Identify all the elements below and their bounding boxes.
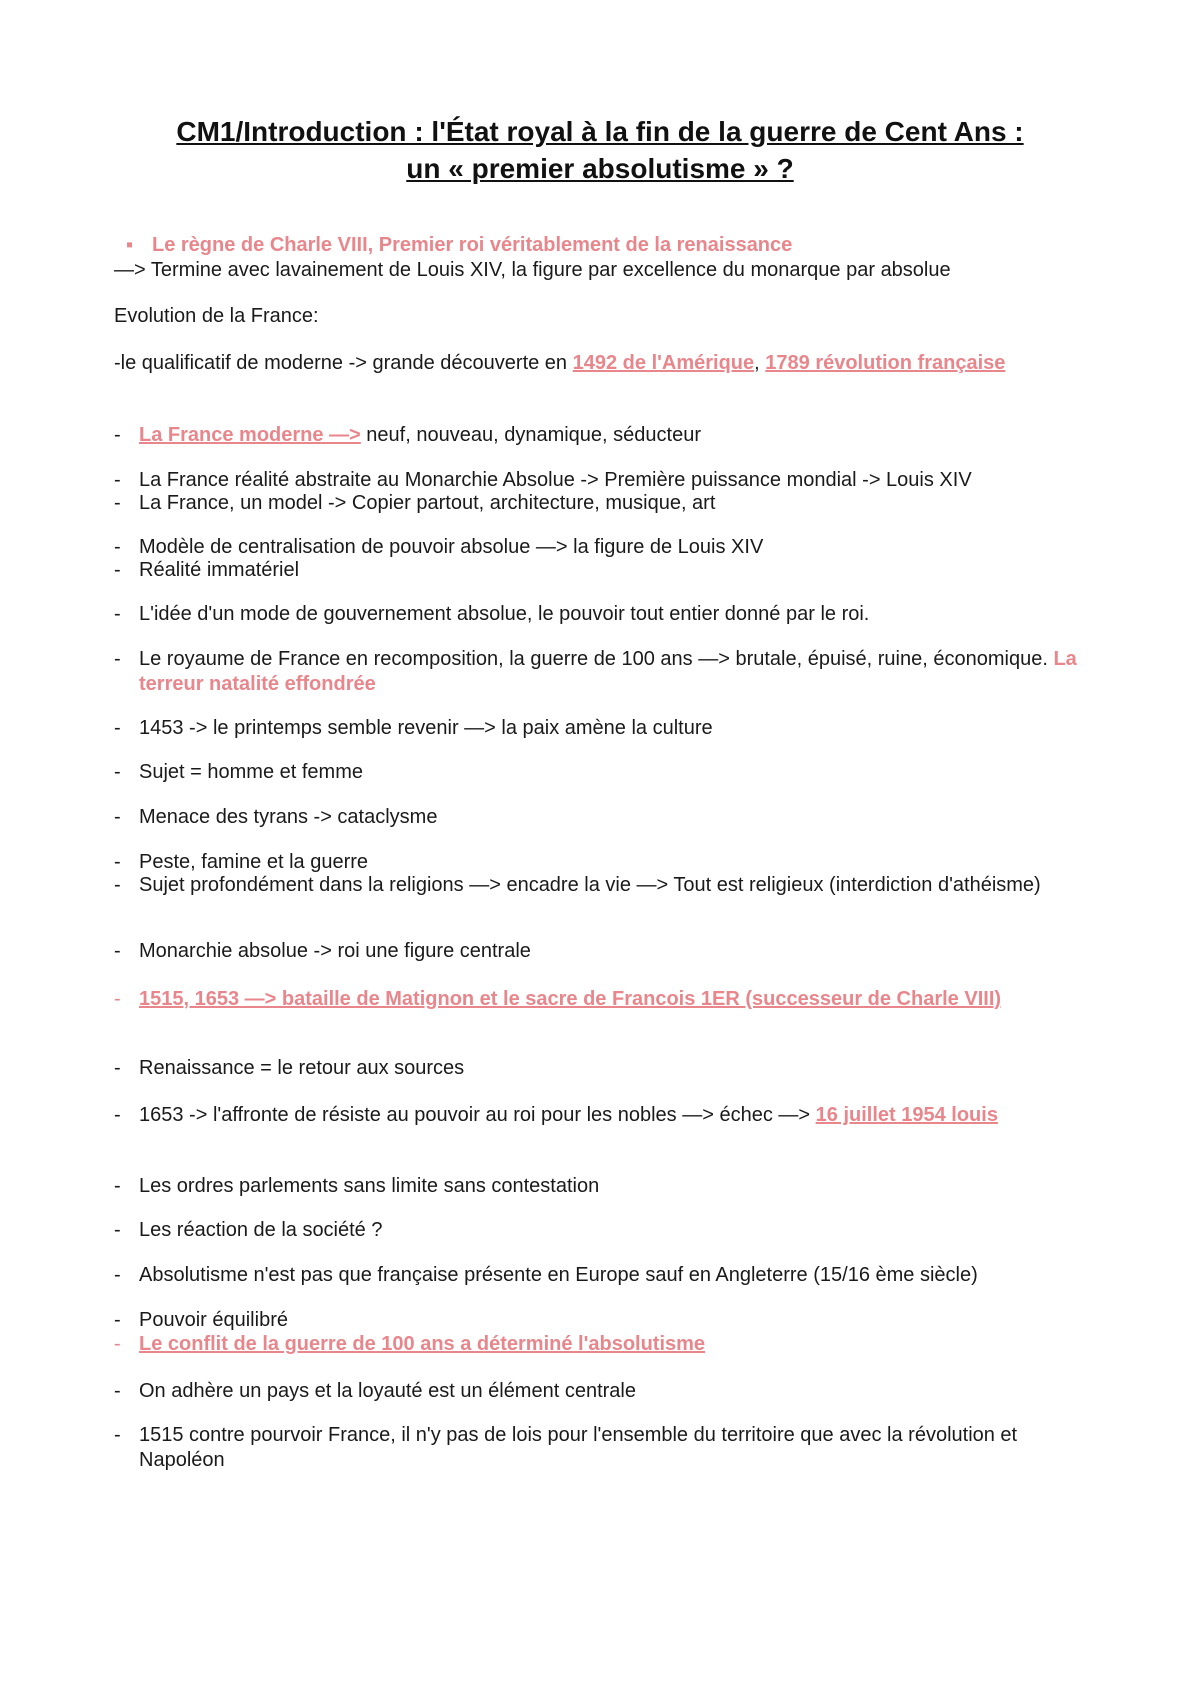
list-item: - 1515 contre pourvoir France, il n'y pas de lois pour l'ensemble du territoire que avec la révolution et Napoléon xyxy=(114,1424,1018,1471)
list-item: - La France réalité abstraite au Monarchie Absolue -> Première puissance mondial -> Louis XIV xyxy=(114,469,972,491)
list-item: - La France moderne —> neuf, nouveau, dynamique, séducteur xyxy=(114,424,701,446)
link-1789[interactable]: 1789 révolution française xyxy=(765,352,1006,374)
list-item: - Sujet profondément dans la religions —> encadre la vie —> Tout est religieux (interdiction d'athéisme) xyxy=(114,874,1041,896)
list-item: - On adhère un pays et la loyauté est un élément centrale xyxy=(114,1380,636,1402)
list-item: - Les ordres parlements sans limite sans contestation xyxy=(114,1175,600,1197)
list-item: - Les réaction de la société ? xyxy=(114,1219,383,1241)
list-item: - Réalité immatériel xyxy=(114,559,300,581)
list-item: - Menace des tyrans -> cataclysme xyxy=(114,806,438,828)
link-16-juillet[interactable]: 16 juillet 1954 louis xyxy=(815,1104,998,1126)
list-item: - Monarchie absolue -> roi une figure centrale xyxy=(114,940,531,962)
list-item: - Peste, famine et la guerre xyxy=(114,851,369,873)
list-item: - Le royaume de France en recomposition, la guerre de 100 ans —> brutale, épuisé, ruine, économique. La terreur natalité effondrée xyxy=(114,648,1077,695)
list-item: - Le conflit de la guerre de 100 ans a déterminé l'absolutisme xyxy=(114,1333,706,1355)
bullet-dot: ▪ xyxy=(126,234,134,256)
list-item: —> Termine avec lavainement de Louis XIV, la figure par excellence du monarque par absolue xyxy=(114,259,951,281)
list-item: - 1515, 1653 —> bataille de Matignon et le sacre de Francois 1ER (successeur de Charle VIII) xyxy=(114,988,1002,1010)
list-item: - Modèle de centralisation de pouvoir absolue —> la figure de Louis XIV xyxy=(114,536,764,558)
link-conflit[interactable]: Le conflit de la guerre de 100 ans a déterminé l'absolutisme xyxy=(139,1333,706,1355)
list-item: - Sujet = homme et femme xyxy=(114,761,363,783)
list-item: - La France, un model -> Copier partout, architecture, musique, art xyxy=(114,492,716,514)
title-line-1: CM1/Introduction : l'État royal à la fin de la guerre de Cent Ans : xyxy=(176,116,1024,147)
list-item: ▪ Le règne de Charle VIII, Premier roi véritablement de la renaissance xyxy=(126,234,793,256)
list-item: - Absolutisme n'est pas que française présente en Europe sauf en Angleterre (15/16 ème siècle) xyxy=(114,1264,978,1286)
list-item: - Pouvoir équilibré xyxy=(114,1309,288,1331)
list-item: - 1453 -> le printemps semble revenir —> la paix amène la culture xyxy=(114,717,713,739)
section-heading: Evolution de la France: xyxy=(114,305,319,327)
title-line-2: un « premier absolutisme » ? xyxy=(406,153,794,184)
link-1492[interactable]: 1492 de l'Amérique xyxy=(572,352,755,374)
page-title xyxy=(100,113,1100,187)
link-1515-1653[interactable]: 1515, 1653 —> bataille de Matignon et le sacre de Francois 1ER (successeur de Charle VIII) xyxy=(139,988,1002,1010)
list-item: - L'idée d'un mode de gouvernement absolue, le pouvoir tout entier donné par le roi. xyxy=(114,603,870,625)
list-item: -le qualificatif de moderne -> grande découverte en 1492 de l'Amérique, 1789 révolution française xyxy=(114,352,1006,374)
link-france-moderne[interactable]: La France moderne —> xyxy=(139,424,361,446)
list-item: - Renaissance = le retour aux sources xyxy=(114,1057,465,1079)
list-item: - 1653 -> l'affronte de résiste au pouvoir au roi pour les nobles —> échec —> 16 juillet 1954 louis xyxy=(114,1104,998,1126)
